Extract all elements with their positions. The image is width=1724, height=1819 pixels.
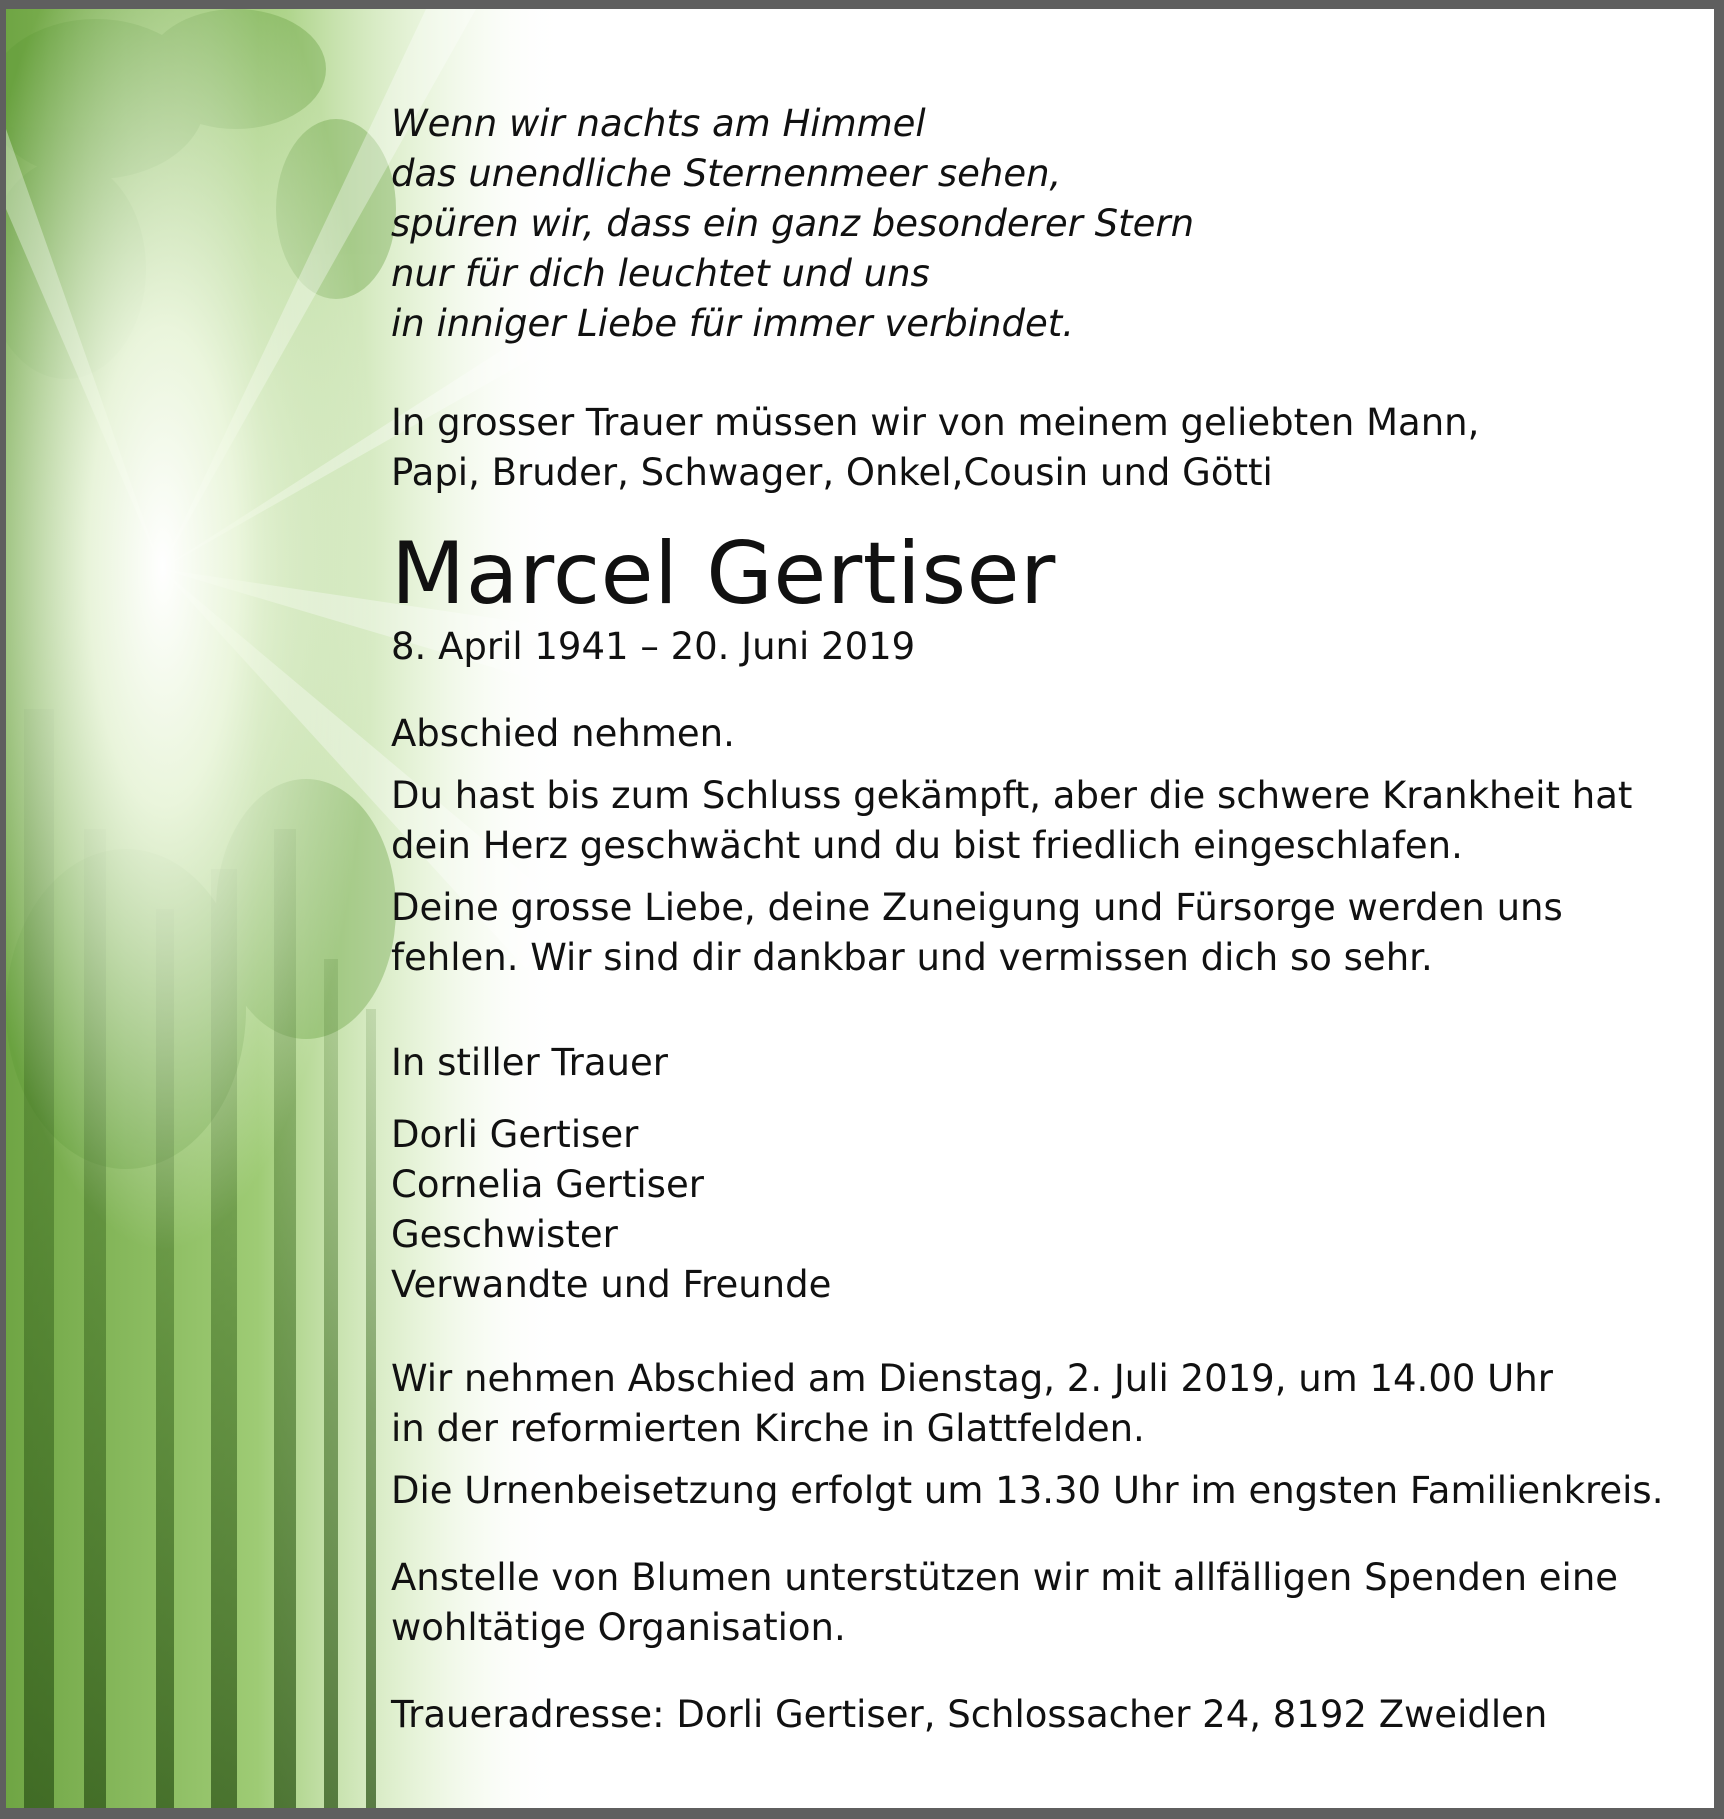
poem-line: spüren wir, dass ein ganz besonderer Stern xyxy=(391,202,1195,245)
memorial-poem xyxy=(391,99,1681,349)
mourning-intro: In stiller Trauer xyxy=(391,1041,668,1084)
poem-line: in inniger Liebe für immer verbindet. xyxy=(391,302,1075,345)
mourner: Dorli Gertiser xyxy=(391,1113,639,1156)
poem-line: das unendliche Sternenmeer sehen, xyxy=(391,152,1062,195)
mourner: Cornelia Gertiser xyxy=(391,1163,704,1206)
obituary-text xyxy=(391,99,1681,1740)
mourner: Verwandte und Freunde xyxy=(391,1263,832,1306)
donation-info: Anstelle von Blumen unterstützen wir mit allfälligen Spenden eine wohltätige Organisation. xyxy=(391,1556,1619,1649)
life-dates: 8. April 1941 – 20. Juni 2019 xyxy=(391,625,916,668)
mourner: Geschwister xyxy=(391,1213,618,1256)
poem-line: Wenn wir nachts am Himmel xyxy=(391,102,926,145)
obituary-card xyxy=(6,9,1714,1808)
paragraph-struggle: Du hast bis zum Schluss gekämpft, aber die schwere Krankheit hat dein Herz geschwächt und du bist friedlich eingeschlafen. xyxy=(391,774,1633,867)
farewell-heading: Abschied nehmen. xyxy=(391,712,735,755)
paragraph-love: Deine grosse Liebe, deine Zuneigung und Fürsorge werden uns fehlen. Wir sind dir dankbar und vermissen dich so sehr. xyxy=(391,886,1563,979)
urn-burial-info: Die Urnenbeisetzung erfolgt um 13.30 Uhr im engsten Familienkreis. xyxy=(391,1469,1664,1512)
service-info: Wir nehmen Abschied am Dienstag, 2. Juli 2019, um 14.00 Uhr in der reformierten Kirche in Glattfelden. xyxy=(391,1357,1553,1450)
deceased-name: Marcel Gertiser xyxy=(391,524,1056,624)
mourning-address: Traueradresse: Dorli Gertiser, Schlossacher 24, 8192 Zweidlen xyxy=(391,1693,1548,1736)
mourners-list xyxy=(391,1110,1681,1310)
poem-line: nur für dich leuchtet und uns xyxy=(391,252,930,295)
announcement-intro: In grosser Trauer müssen wir von meinem geliebten Mann, Papi, Bruder, Schwager, Onkel,Cousin und Götti xyxy=(391,401,1480,494)
